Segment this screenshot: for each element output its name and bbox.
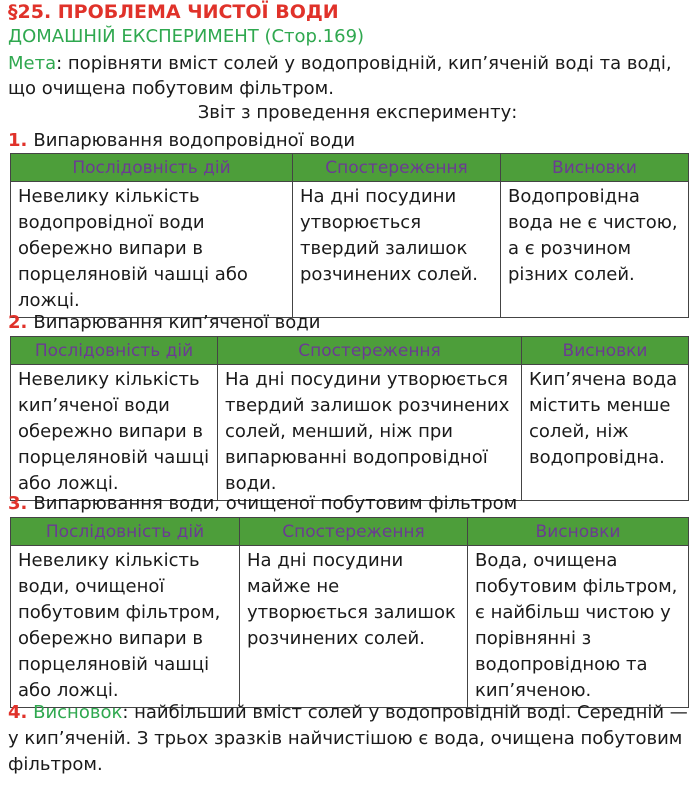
header-observation: Спостереження [293,154,501,182]
page-subtitle: ДОМАШНІЙ ЕКСПЕРИМЕНТ (Стор.169) [8,26,365,47]
cell-actions: Невелику кількість водопровідної води обережно випари в порцеляновій чашці або ложці. [11,182,293,318]
table-2 [10,336,689,501]
cell-actions: Невелику кількість кип’яченої води обережно випари в порцеляновій чашці або ложці. [11,365,218,501]
cell-actions: Невелику кількість води, очищеної побутовим фільтром, обережно випари в порцеляновій чашці або ложці. [11,546,240,708]
table-1-header [11,154,689,182]
cell-conclusion: Водопровідна вода не є чистою, а є розчином різних солей. [501,182,689,318]
table-1 [10,153,689,318]
table-row [11,182,689,318]
section-3-title: Випарювання води, очищеної побутовим фільтром [33,493,518,514]
table-3 [10,517,689,708]
section-3-heading [8,492,517,516]
conclusion-label: Висновок [33,702,123,723]
goal-label: Мета [8,53,57,74]
goal-text: : порівняти вміст солей у водопровідній, кип’яченій воді та воді, що очищена побутовим фільтром. [8,53,672,99]
header-actions: Послідовність дій [11,337,218,365]
section-2-number: 2. [8,312,28,333]
table-row [11,365,689,501]
cell-conclusion: Кип’ячена вода містить менше солей, ніж водопровідна. [522,365,689,501]
section-2-title: Випарювання кип’яченої води [33,312,321,333]
section-3-number: 3. [8,493,28,514]
cell-observation: На дні посудини утворюється твердий залишок розчинених солей. [293,182,501,318]
header-observation: Спостереження [240,518,468,546]
header-actions: Послідовність дій [11,154,293,182]
goal-paragraph [8,51,688,101]
table-row [11,546,689,708]
cell-conclusion: Вода, очищена побутовим фільтром, є найбільш чистою у порівнянні з водопровідною та кип’яченою. [468,546,689,708]
header-actions: Послідовність дій [11,518,240,546]
conclusion-number: 4. [8,702,28,723]
header-conclusion: Висновки [522,337,689,365]
report-title: Звіт з проведення експерименту: [197,102,518,123]
cell-observation: На дні посудини утворюється твердий залишок розчинених солей, менший, ніж при випарюванні водопровідної води. [218,365,522,501]
header-conclusion: Висновки [468,518,689,546]
header-conclusion: Висновки [501,154,689,182]
table-2-header [11,337,689,365]
cell-observation: На дні посудини майже не утворюється залишок розчинених солей. [240,546,468,708]
conclusion-text: : найбільший вміст солей у водопровідній воді. Середній — у кип’яченій. З трьох зразків найчистішою є вода, очищена побутовим фільтром. [8,702,688,775]
section-1-title: Випарювання водопровідної води [33,130,356,151]
page-title: §25. ПРОБЛЕМА ЧИСТОЇ ВОДИ [8,1,339,23]
section-1-heading [8,129,355,153]
section-1-number: 1. [8,130,28,151]
header-observation: Спостереження [218,337,522,365]
table-3-header [11,518,689,546]
section-2-heading [8,311,320,335]
final-conclusion [8,700,690,778]
